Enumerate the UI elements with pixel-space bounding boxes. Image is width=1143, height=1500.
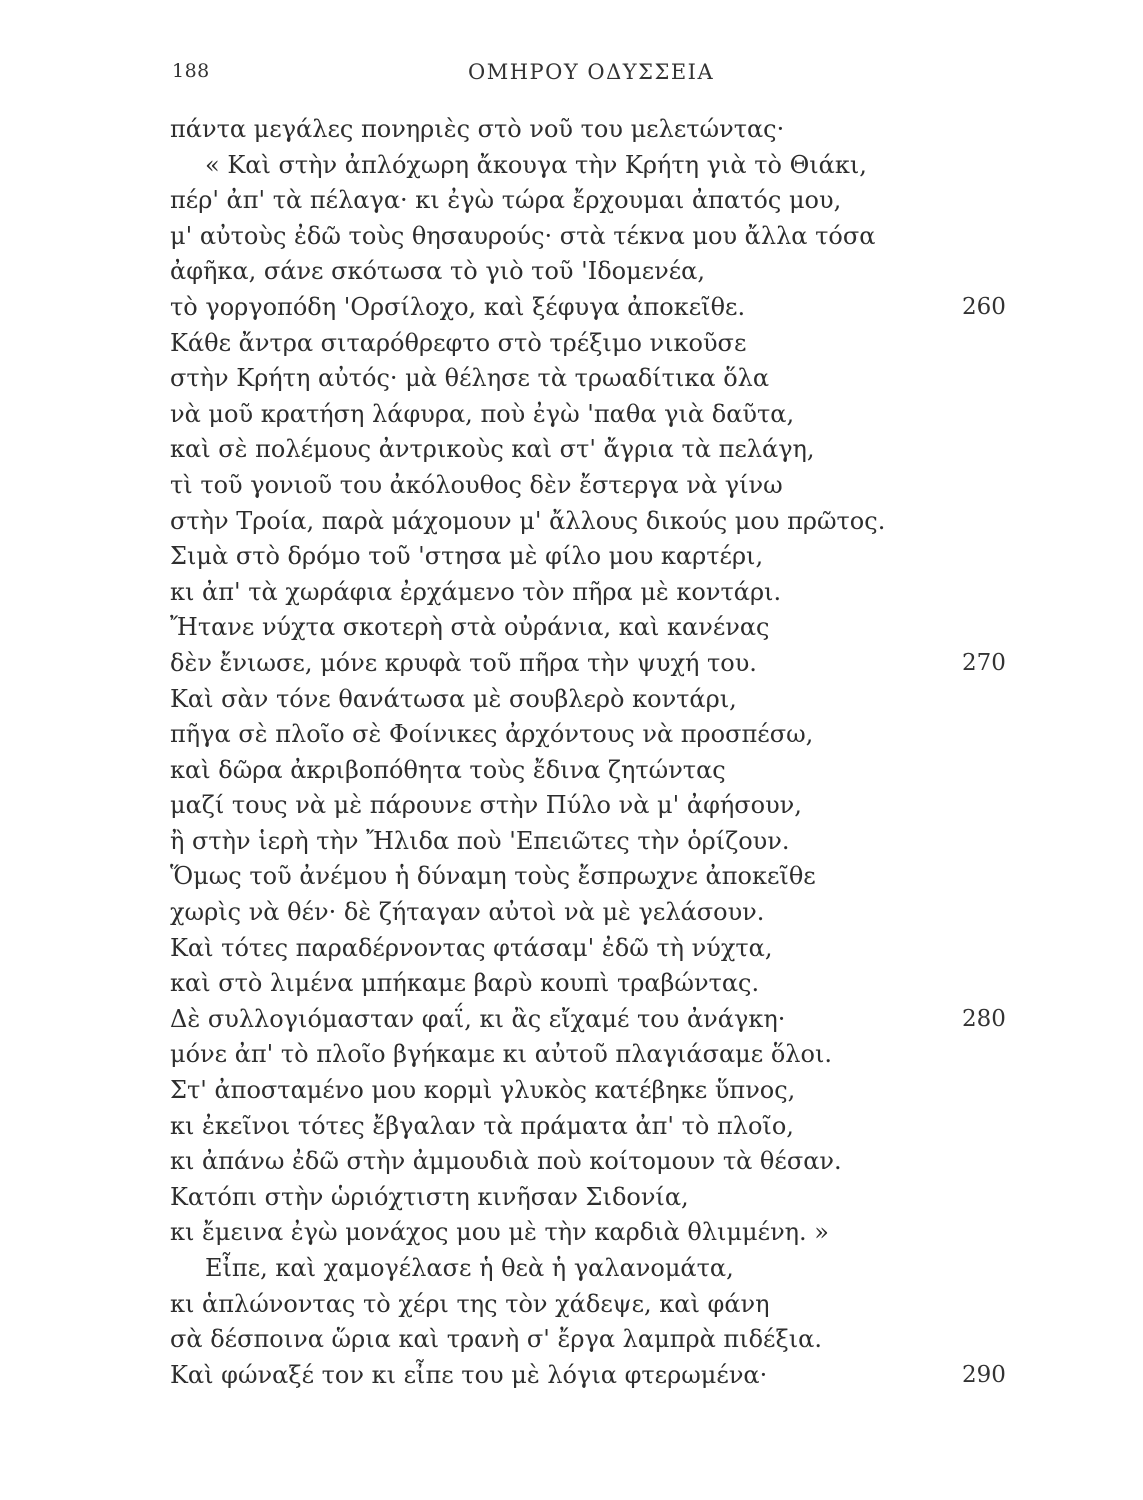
verse-line <box>0 397 1143 433</box>
verse-text: μ' αὐτοὺς ἐδῶ τοὺς θησαυρούς· στὰ τέκνα μου ἄλλα τόσα <box>170 221 876 250</box>
verse-text: ἀφῆκα, σάνε σκότωσα τὸ γιὸ τοῦ 'Ιδομενέα, <box>170 257 705 286</box>
verse-line <box>0 183 1143 219</box>
verse-line <box>0 148 1143 184</box>
verse-text: πάντα μεγάλες πονηριὲς στὸ νοῦ του μελετώντας· <box>170 115 785 143</box>
verse-line <box>0 254 1143 290</box>
verse-line <box>0 753 1143 789</box>
verse-text: Κατόπι στὴν ὡριόχτιστη κινῆσαν Σιδονία, <box>170 1182 689 1211</box>
verse-text: Δὲ συλλογιόμασταν φαΐ, κι ἂς εἴχαμέ του ἀνάγκη· <box>170 1004 786 1033</box>
verse-text: στὴν Τροία, παρὰ μάχομουν μ' ἄλλους δικούς μου πρῶτος. <box>170 506 886 535</box>
verse-text: Σιμὰ στὸ δρόμο τοῦ 'στησα μὲ φίλο μου καρτέρι, <box>170 542 764 571</box>
verse-line <box>0 717 1143 753</box>
verse-line <box>0 219 1143 255</box>
verse-line <box>0 432 1143 468</box>
verse-line <box>0 1287 1143 1323</box>
verse-text: ἢ στὴν ἱερὴ τὴν Ἤλιδα ποὺ 'Επειῶτες τὴν ὁρίζουν. <box>170 826 790 855</box>
verse-text: « Καὶ στὴν ἀπλόχωρη ἄκουγα τὴν Κρήτη γιὰ τὸ Θιάκι, <box>205 150 867 179</box>
verse-text: τὸ γοργοπόδη 'Ορσίλοχο, καὶ ξέφυγα ἀποκεῖθε. <box>170 292 746 321</box>
line-number: 260 <box>962 293 1006 320</box>
verse-text: Καὶ σὰν τόνε θανάτωσα μὲ σουβλερὸ κοντάρι, <box>170 684 737 713</box>
line-number: 280 <box>962 1005 1006 1032</box>
verse-line <box>0 646 1143 682</box>
verse-line <box>0 326 1143 362</box>
verse-text: Κάθε ἄντρα σιταρόθρεφτο στὸ τρέξιμο νικοῦσε <box>170 328 747 357</box>
verse-text: Καὶ φώναξέ τον κι εἶπε του μὲ λόγια φτερωμένα· <box>170 1360 768 1389</box>
verse-text: τὶ τοῦ γονιοῦ του ἀκόλουθος δὲν ἔστεργα νὰ γίνω <box>170 470 783 499</box>
verse-line <box>0 610 1143 646</box>
verse-line <box>0 824 1143 860</box>
verse-text: μαζί τους νὰ μὲ πάρουνε στὴν Πύλο νὰ μ' ἀφήσουν, <box>170 791 802 820</box>
verse-line <box>0 1180 1143 1216</box>
verse-text: μόνε ἀπ' τὸ πλοῖο βγήκαμε κι αὐτοῦ πλαγιάσαμε ὅλοι. <box>170 1040 832 1069</box>
verse-line <box>0 1215 1143 1251</box>
verse-line <box>0 859 1143 895</box>
verse-text: Εἶπε, καὶ χαμογέλασε ἡ θεὰ ἡ γαλανομάτα, <box>205 1254 734 1282</box>
verse-line <box>0 1251 1143 1287</box>
verse-line <box>0 290 1143 326</box>
verse-text: πῆγα σὲ πλοῖο σὲ Φοίνικες ἀρχόντους νὰ προσπέσω, <box>170 720 814 749</box>
verse-text: κι ἁπλώνοντας τὸ χέρι της τὸν χάδεψε, καὶ φάνη <box>170 1289 770 1318</box>
verse-line <box>0 1109 1143 1145</box>
verse-line <box>0 966 1143 1002</box>
verse-text: δὲν ἔνιωσε, μόνε κρυφὰ τοῦ πῆρα τὴν ψυχή του. <box>170 648 757 677</box>
verse-text: Στ' ἀποσταμένο μου κορμὶ γλυκὸς κατέβηκε ὕπνος, <box>170 1076 796 1105</box>
verse-line <box>0 468 1143 504</box>
verse-line <box>0 1002 1143 1038</box>
verse-text: κι ἔμεινα ἐγὼ μονάχος μου μὲ τὴν καρδιὰ θλιμμένη. » <box>170 1218 829 1247</box>
verse-line <box>0 112 1143 148</box>
verse-text: Ἤτανε νύχτα σκοτερὴ στὰ οὐράνια, καὶ κανένας <box>170 613 770 642</box>
verse-line <box>0 682 1143 718</box>
verse-line <box>0 1144 1143 1180</box>
verse-line <box>0 931 1143 967</box>
verse-text: κι ἀπ' τὰ χωράφια ἐρχάμενο τὸν πῆρα μὲ κοντάρι. <box>170 577 782 606</box>
verse-text: νὰ μοῦ κρατήση λάφυρα, ποὺ ἐγὼ 'παθα γιὰ δαῦτα, <box>170 399 795 428</box>
verse-line <box>0 504 1143 540</box>
verse-text: χωρὶς νὰ θέν· δὲ ζήταγαν αὐτοὶ νὰ μὲ γελάσουν. <box>170 898 765 927</box>
verse-text: κι ἀπάνω ἐδῶ στὴν ἀμμουδιὰ ποὺ κοίτομουν τὰ θέσαν. <box>170 1147 842 1176</box>
verse-text: στὴν Κρήτη αὐτός· μὰ θέλησε τὰ τρωαδίτικα ὅλα <box>170 364 770 393</box>
verse-block <box>0 112 1143 1393</box>
verse-text: καὶ στὸ λιμένα μπήκαμε βαρὺ κουπὶ τραβώντας. <box>170 969 760 998</box>
line-number: 290 <box>962 1361 1006 1388</box>
line-number: 270 <box>962 649 1006 676</box>
verse-text: κι ἐκεῖνοι τότες ἔβγαλαν τὰ πράματα ἀπ' τὸ πλοῖο, <box>170 1111 794 1140</box>
verse-line <box>0 1037 1143 1073</box>
verse-text: σὰ δέσποινα ὥρια καὶ τρανὴ σ' ἔργα λαμπρὰ πιδέξια. <box>170 1325 822 1354</box>
verse-line <box>0 1358 1143 1394</box>
verse-text: καὶ σὲ πολέμους ἀντρικοὺς καὶ στ' ἄγρια τὰ πελάγη, <box>170 435 815 464</box>
verse-line <box>0 1073 1143 1109</box>
verse-text: πέρ' ἀπ' τὰ πέλαγα· κι ἐγὼ τώρα ἔρχουμαι ἀπατός μου, <box>170 186 842 215</box>
verse-line <box>0 1322 1143 1358</box>
verse-text: καὶ δῶρα ἀκριβοπόθητα τοὺς ἔδινα ζητώντας <box>170 755 726 784</box>
verse-line <box>0 361 1143 397</box>
page-number: 188 <box>172 60 210 82</box>
verse-line <box>0 575 1143 611</box>
verse-line <box>0 895 1143 931</box>
running-title: ΟΜΗΡΟΥ ΟΔΥΣΣΕΙΑ <box>468 60 715 84</box>
verse-text: Καὶ τότες παραδέρνοντας φτάσαμ' ἐδῶ τὴ νύχτα, <box>170 933 773 962</box>
page-header <box>0 60 1143 92</box>
verse-line <box>0 788 1143 824</box>
verse-line <box>0 539 1143 575</box>
verse-text: Ὅμως τοῦ ἀνέμου ἡ δύναμη τοὺς ἔσπρωχνε ἀποκεῖθε <box>170 862 816 891</box>
